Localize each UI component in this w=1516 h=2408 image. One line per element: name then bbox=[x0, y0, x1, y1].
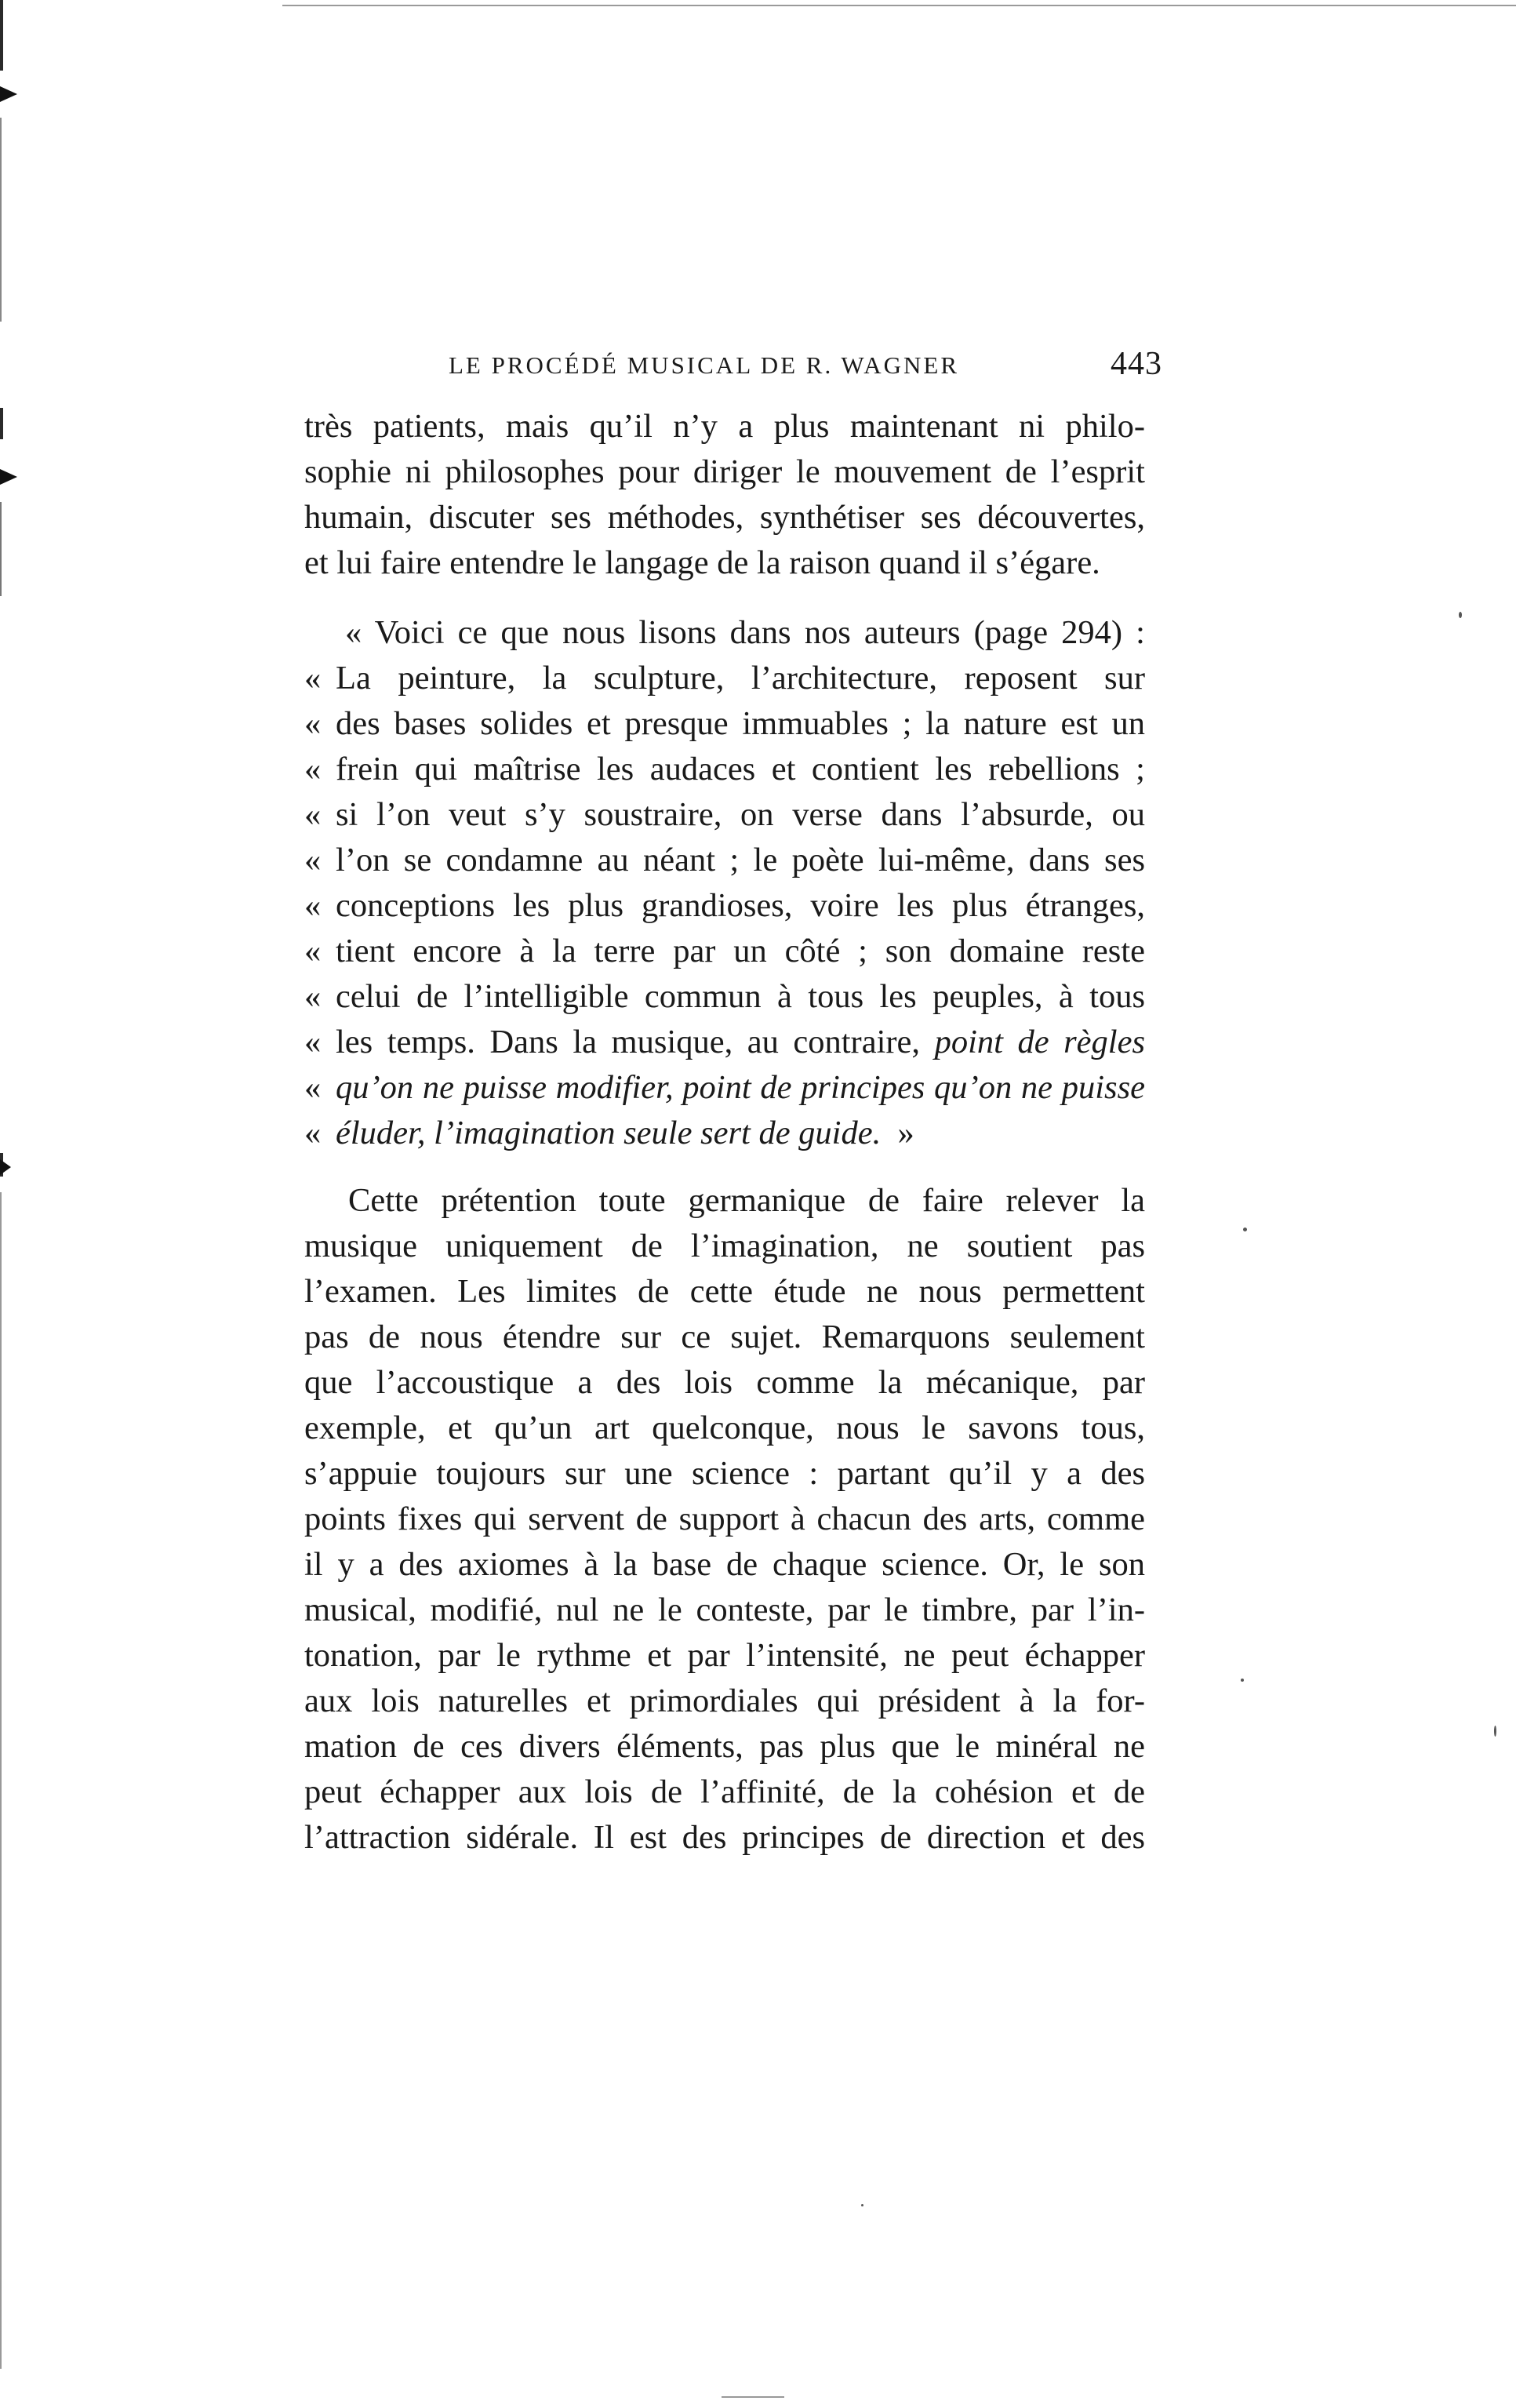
text-line: aux lois naturelles et primordiales qui président à la for- bbox=[304, 1682, 1145, 1719]
quote-line-text: si l’on veut s’y soustraire, on verse dans l’absurde, ou bbox=[336, 796, 1145, 833]
guillemet-mark: « bbox=[304, 933, 322, 969]
scan-speck bbox=[861, 2204, 863, 2206]
quotation-block bbox=[304, 610, 1145, 1156]
quote-line-text: des bases solides et presque immuables ; la nature est un bbox=[336, 705, 1145, 742]
scan-edge-mark bbox=[0, 118, 2, 322]
text-line: mation de ces divers éléments, pas plus que le minéral ne bbox=[304, 1728, 1145, 1765]
guillemet-mark: « bbox=[304, 1069, 322, 1106]
scan-edge-arrow-icon bbox=[0, 86, 17, 102]
quote-line bbox=[304, 656, 1145, 701]
quote-line-text: La peinture, la sculpture, l’architecture, reposent sur bbox=[336, 660, 1145, 697]
text-line: l’examen. Les limites de cette étude ne nous permettent bbox=[304, 1273, 1145, 1310]
quote-emphasis: point de règles bbox=[934, 1024, 1146, 1060]
scan-speck bbox=[1243, 1228, 1247, 1231]
quote-line-text: frein qui maîtrise les audaces et contient les rebellions ; bbox=[336, 751, 1145, 788]
text-line: musical, modifié, nul ne le conteste, par le timbre, par l’in- bbox=[304, 1591, 1145, 1628]
scan-edge-arrow-icon bbox=[0, 1159, 11, 1175]
quote-line bbox=[304, 701, 1145, 747]
quote-line-text: celui de l’intelligible commun à tous les peuples, à tous bbox=[336, 978, 1145, 1015]
quote-line-text bbox=[336, 1065, 1145, 1111]
quote-emphasis: qu’on ne puisse modifier, point de principes qu’on ne puisse bbox=[336, 1069, 1145, 1106]
text-line: que l’accoustique a des lois comme la mécanique, par bbox=[304, 1364, 1145, 1401]
guillemet-mark: « bbox=[304, 1115, 322, 1151]
text-line: exemple, et qu’un art quelconque, nous le savons tous, bbox=[304, 1410, 1145, 1446]
quote-line-text: l’on se condamne au néant ; le poète lui-même, dans ses bbox=[336, 842, 1145, 878]
scan-bottom-mark bbox=[722, 2396, 784, 2398]
quote-plain-text: les temps. Dans la musique, au contraire, bbox=[336, 1024, 921, 1060]
text-line: musique uniquement de l’imagination, ne soutient pas bbox=[304, 1228, 1145, 1264]
text-line: s’appuie toujours sur une science : partant qu’il y a des bbox=[304, 1455, 1145, 1492]
text-line: tonation, par le rythme et par l’intensité, ne peut échapper bbox=[304, 1637, 1145, 1674]
text-line: Cette prétention toute germanique de faire relever la bbox=[348, 1182, 1145, 1219]
guillemet-mark: « bbox=[304, 842, 322, 878]
scan-edge-arrow-icon bbox=[0, 469, 17, 485]
quote-line bbox=[304, 929, 1145, 974]
scan-speck bbox=[1494, 1726, 1496, 1737]
quote-line-text: tient encore à la terre par un côté ; son domaine reste bbox=[336, 933, 1145, 969]
scan-speck bbox=[1459, 612, 1462, 618]
text-line: et lui faire entendre le langage de la raison quand il s’égare. bbox=[304, 544, 1100, 581]
text-line: il y a des axiomes à la base de chaque science. Or, le son bbox=[304, 1546, 1145, 1583]
guillemet-mark: « bbox=[304, 705, 322, 742]
quote-line bbox=[304, 747, 1145, 792]
quote-line-text bbox=[336, 1111, 1145, 1156]
closing-guillemet: » bbox=[897, 1115, 914, 1151]
quote-line bbox=[304, 974, 1145, 1020]
running-head bbox=[449, 345, 1162, 392]
quote-line-text bbox=[336, 1020, 1145, 1065]
quote-line bbox=[304, 1065, 1145, 1111]
page-number: 443 bbox=[1111, 346, 1162, 382]
quote-line bbox=[304, 1111, 1145, 1156]
guillemet-mark: « bbox=[304, 751, 322, 788]
text-line: très patients, mais qu’il n’y a plus maintenant ni philo- bbox=[304, 408, 1145, 445]
quote-line bbox=[304, 792, 1145, 838]
text-line: points fixes qui servent de support à chacun des arts, comme bbox=[304, 1500, 1145, 1537]
guillemet-mark: « bbox=[304, 660, 322, 697]
quote-emphasis: éluder, l’imagination seule sert de guide. bbox=[336, 1115, 882, 1151]
text-line: sophie ni philosophes pour diriger le mouvement de l’esprit bbox=[304, 453, 1145, 490]
quote-line bbox=[304, 1020, 1145, 1065]
text-line: pas de nous étendre sur ce sujet. Remarquons seulement bbox=[304, 1319, 1145, 1355]
scan-edge-mark bbox=[0, 408, 3, 439]
guillemet-mark: « bbox=[304, 978, 322, 1015]
scan-edge-mark bbox=[0, 1192, 2, 2369]
scan-speck bbox=[1241, 1679, 1244, 1682]
scan-top-border bbox=[282, 5, 1516, 6]
scan-edge-mark bbox=[0, 502, 2, 596]
text-line: humain, discuter ses méthodes, synthétiser ses découvertes, bbox=[304, 499, 1145, 536]
quote-line bbox=[304, 883, 1145, 929]
text-line: l’attraction sidérale. Il est des principes de direction et des bbox=[304, 1819, 1145, 1856]
scan-edge-mark bbox=[0, 0, 3, 71]
quote-line bbox=[304, 838, 1145, 883]
text-line: peut échapper aux lois de l’affinité, de la cohésion et de bbox=[304, 1773, 1145, 1810]
guillemet-mark: « bbox=[304, 887, 322, 924]
running-head-title: LE PROCÉDÉ MUSICAL DE R. WAGNER bbox=[449, 351, 960, 379]
guillemet-mark: « bbox=[304, 796, 322, 833]
quote-line-text: conceptions les plus grandioses, voire les plus étranges, bbox=[336, 887, 1145, 924]
quote-intro-line: « Voici ce que nous lisons dans nos auteurs (page 294) : bbox=[345, 614, 1145, 651]
paragraph-continuation bbox=[304, 404, 1145, 586]
guillemet-mark: « bbox=[304, 1024, 322, 1060]
paragraph bbox=[304, 1178, 1145, 1861]
